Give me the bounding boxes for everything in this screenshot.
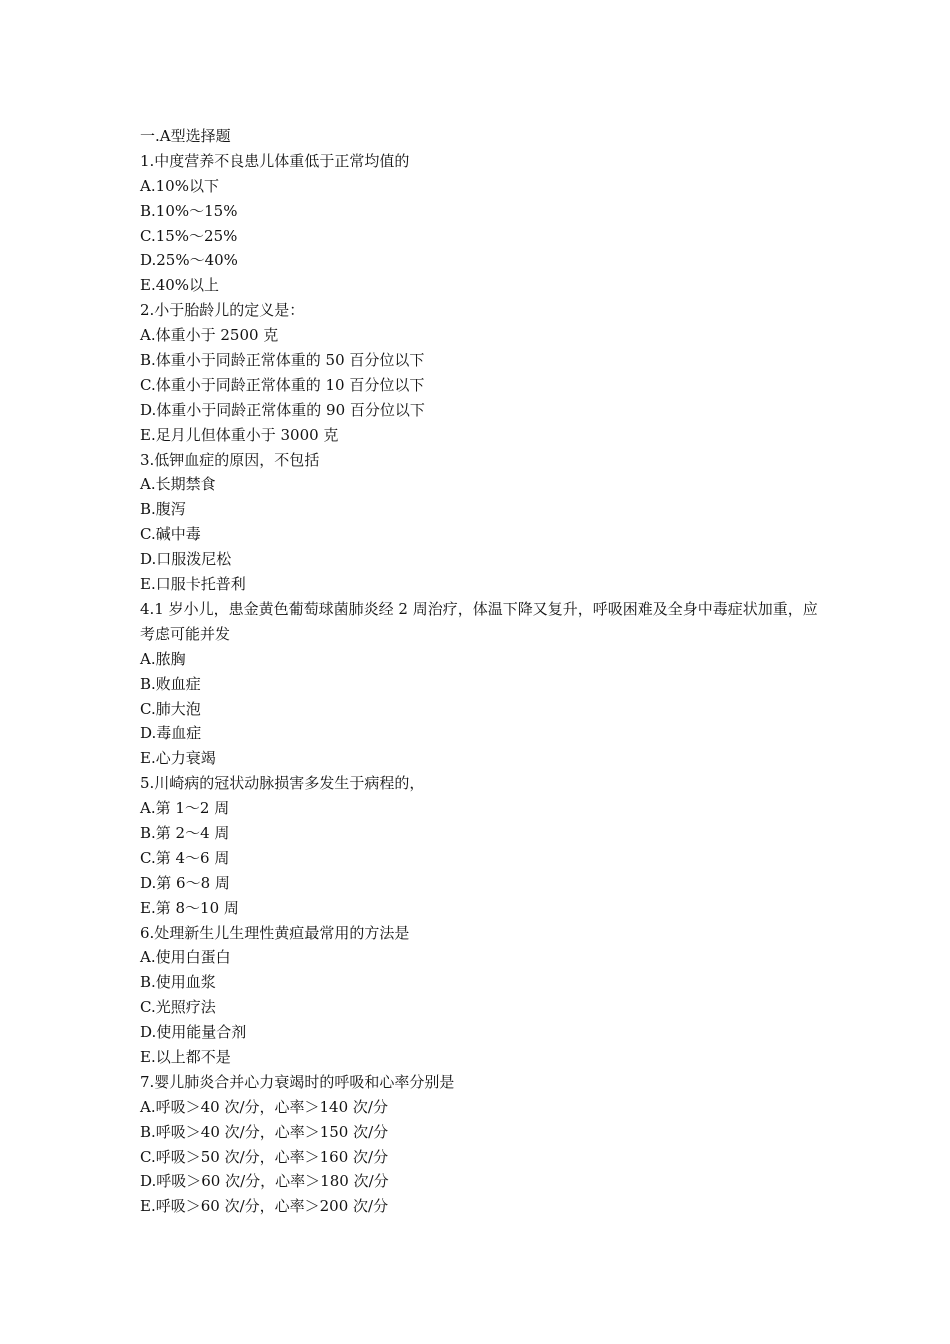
option-e: E.足月儿但体重小于 3000 克 [140,425,339,444]
option-e: E.心力衰竭 [140,749,216,768]
option-d: D.口服泼尼松 [140,550,232,569]
option-c: C.体重小于同龄正常体重的 10 百分位以下 [140,375,425,394]
option-a: A.脓胸 [140,649,186,668]
option-b: B.第 2～4 周 [140,823,230,842]
option-a: A.呼吸＞40 次/分，心率＞140 次/分 [140,1097,388,1116]
question-4 [140,597,830,771]
document-page [140,124,830,1219]
option-c: C.碱中毒 [140,525,201,544]
section-title: 一.A型选择题 [140,127,231,145]
option-d: D.体重小于同龄正常体重的 90 百分位以下 [140,400,425,419]
option-b: B.使用血浆 [140,973,216,992]
option-b: B.呼吸＞40 次/分，心率＞150 次/分 [140,1122,389,1141]
option-e: E.呼吸＞60 次/分，心率＞200 次/分 [140,1197,389,1216]
question-1 [140,149,830,298]
question-5 [140,771,830,920]
question-stem: 7.婴儿肺炎合并心力衰竭时的呼吸和心率分别是 [140,1072,455,1091]
question-stem: 4.1 岁小儿，患金黄色葡萄球菌肺炎经 2 周治疗，体温下降又复升，呼吸困难及全身中毒症状加重，应考虑可能并发 [140,599,818,643]
option-c: C.呼吸＞50 次/分，心率＞160 次/分 [140,1147,389,1166]
option-b: B.腹泻 [140,500,186,519]
option-e: E.第 8～10 周 [140,898,239,917]
option-d: D.呼吸＞60 次/分，心率＞180 次/分 [140,1172,389,1191]
option-e: E.40%以上 [140,276,220,295]
question-stem: 6.处理新生儿生理性黄疸最常用的方法是 [140,923,410,942]
option-b: B.10%～15% [140,201,238,220]
option-e: E.口服卡托普利 [140,575,246,594]
option-c: C.15%～25% [140,226,238,245]
question-stem: 5.川崎病的冠状动脉损害多发生于病程的， [140,774,425,793]
option-d: D.25%～40% [140,251,238,270]
option-b: B.体重小于同龄正常体重的 50 百分位以下 [140,351,425,370]
question-2 [140,298,830,447]
option-c: C.光照疗法 [140,998,216,1017]
option-e: E.以上都不是 [140,1047,231,1066]
option-a: A.使用白蛋白 [140,948,231,967]
question-3 [140,448,830,597]
option-a: A.体重小于 2500 克 [140,326,279,345]
option-b: B.败血症 [140,674,201,693]
option-c: C.第 4～6 周 [140,848,230,867]
option-a: A.10%以下 [140,176,219,195]
question-stem: 3.低钾血症的原因，不包括 [140,450,320,469]
option-d: D.第 6～8 周 [140,873,230,892]
option-a: A.长期禁食 [140,475,216,494]
question-stem: 1.中度营养不良患儿体重低于正常均值的 [140,151,410,170]
option-d: D.毒血症 [140,724,202,743]
question-7 [140,1070,830,1219]
option-d: D.使用能量合剂 [140,1023,247,1042]
question-6 [140,921,830,1070]
question-stem: 2.小于胎龄儿的定义是： [140,301,305,320]
option-a: A.第 1～2 周 [140,799,230,818]
option-c: C.肺大泡 [140,699,201,718]
